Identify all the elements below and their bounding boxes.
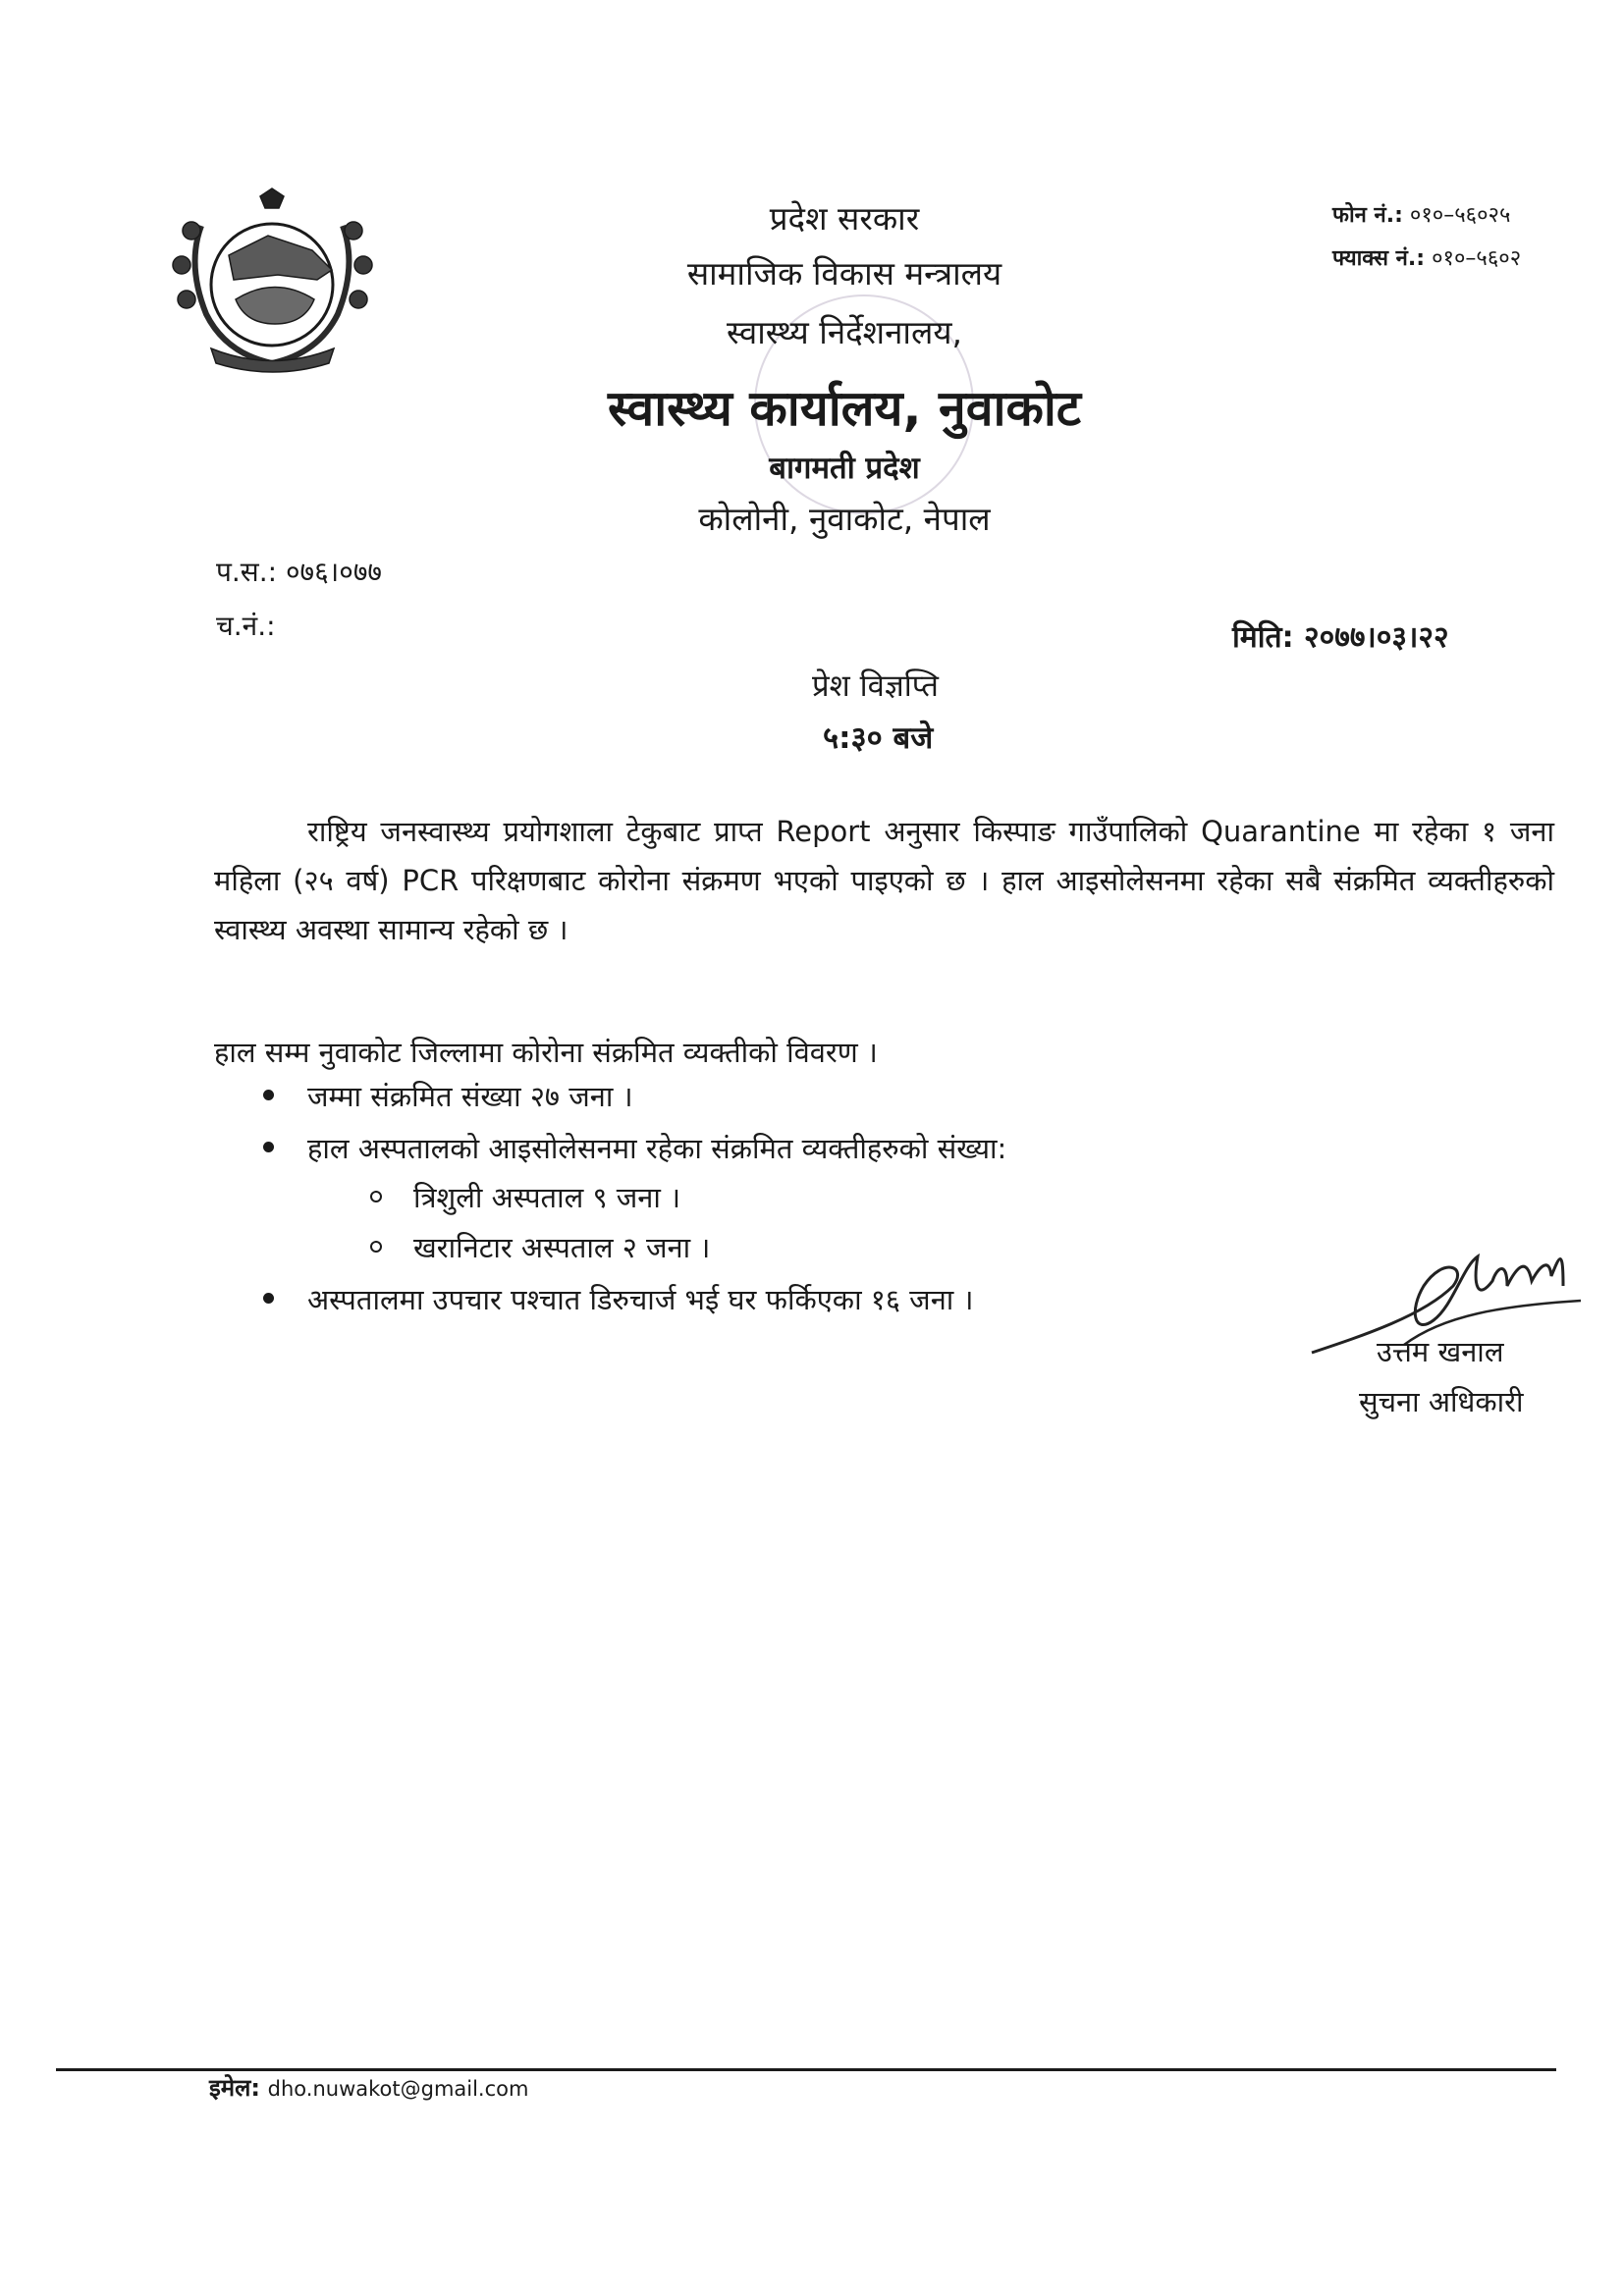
province-name: बागमती प्रदेश: [769, 451, 920, 486]
reference-number: प.स.: ०७६।०७७: [216, 556, 382, 588]
nepal-emblem-icon: [162, 187, 383, 378]
body-paragraph-text: राष्ट्रिय जनस्वास्थ्य प्रयोगशाला टेकुबाट प्राप्त Report अनुसार किस्पाङ गाउँपालिको Quarantine मा रहेका १ जना महिला (२५ वर्ष) PCR परिक्षणबाट कोरोना संक्रमण भएको पाइएको छ । हाल आइसोलेसनमा रहेका सबै संक्रमित व्यक्तीहरुको स्वास्थ्य अवस्था सामान्य रहेको छ ।: [214, 815, 1554, 946]
email-value[interactable]: dho.nuwakot@gmail.com: [267, 2077, 529, 2101]
signatory-designation: सुचना अधिकारी: [1359, 1385, 1524, 1418]
signatory-name: उत्तम खनाल: [1377, 1335, 1504, 1368]
phone-value: ०१०–५६०२५: [1409, 203, 1511, 228]
letterhead-line-1: प्रदेश सरकार: [769, 199, 920, 238]
bullet-marker: [263, 1090, 274, 1100]
body-paragraph: [214, 807, 1554, 954]
sub-list-item: त्रिशुली अस्पताल ९ जना ।: [413, 1181, 681, 1214]
letter-date: मिति: २०७७।०३।२२: [1232, 620, 1449, 655]
phone-label: फोन नं.:: [1332, 203, 1403, 228]
sub-bullet-marker: [370, 1191, 382, 1202]
sub-bullet-marker: [370, 1241, 382, 1253]
bullet-marker: [263, 1293, 274, 1304]
fax-number: [1332, 242, 1521, 272]
email-label: इमेल:: [209, 2074, 261, 2102]
letterhead-line-2: सामाजिक विकास मन्त्रालय: [686, 254, 1002, 293]
list-item: जम्मा संक्रमित संख्या २७ जना ।: [307, 1080, 633, 1113]
bullet-marker: [263, 1142, 274, 1152]
list-item: हाल अस्पतालको आइसोलेसनमा रहेका संक्रमित व्यक्तीहरुको संख्या:: [307, 1132, 1007, 1165]
document-title: प्रेश विज्ञप्ति: [812, 668, 939, 704]
summary-heading: हाल सम्म नुवाकोट जिल्लामा कोरोना संक्रमित व्यक्तीको विवरण ।: [214, 1036, 878, 1069]
office-name: स्वास्थ्य कार्यालय, नुवाकोट: [607, 380, 1081, 437]
dispatch-number: च.नं.:: [216, 610, 276, 642]
list-item: अस्पतालमा उपचार पश्चात डिरुचार्ज भई घर फर्किएका १६ जना ।: [307, 1283, 974, 1316]
fax-label: फ्याक्स नं.:: [1332, 246, 1426, 271]
phone-number: [1332, 199, 1510, 229]
footer-email: [209, 2071, 528, 2104]
release-time: ५:३० बजे: [823, 721, 934, 756]
fax-value: ०१०–५६०२: [1432, 246, 1522, 271]
letterhead-line-3: स्वास्थ्य निर्देशनालय,: [727, 313, 962, 351]
sub-list-item: खरानिटार अस्पताल २ जना ।: [413, 1231, 711, 1264]
office-address: कोलोनी, नुवाकोट, नेपाल: [698, 500, 991, 538]
